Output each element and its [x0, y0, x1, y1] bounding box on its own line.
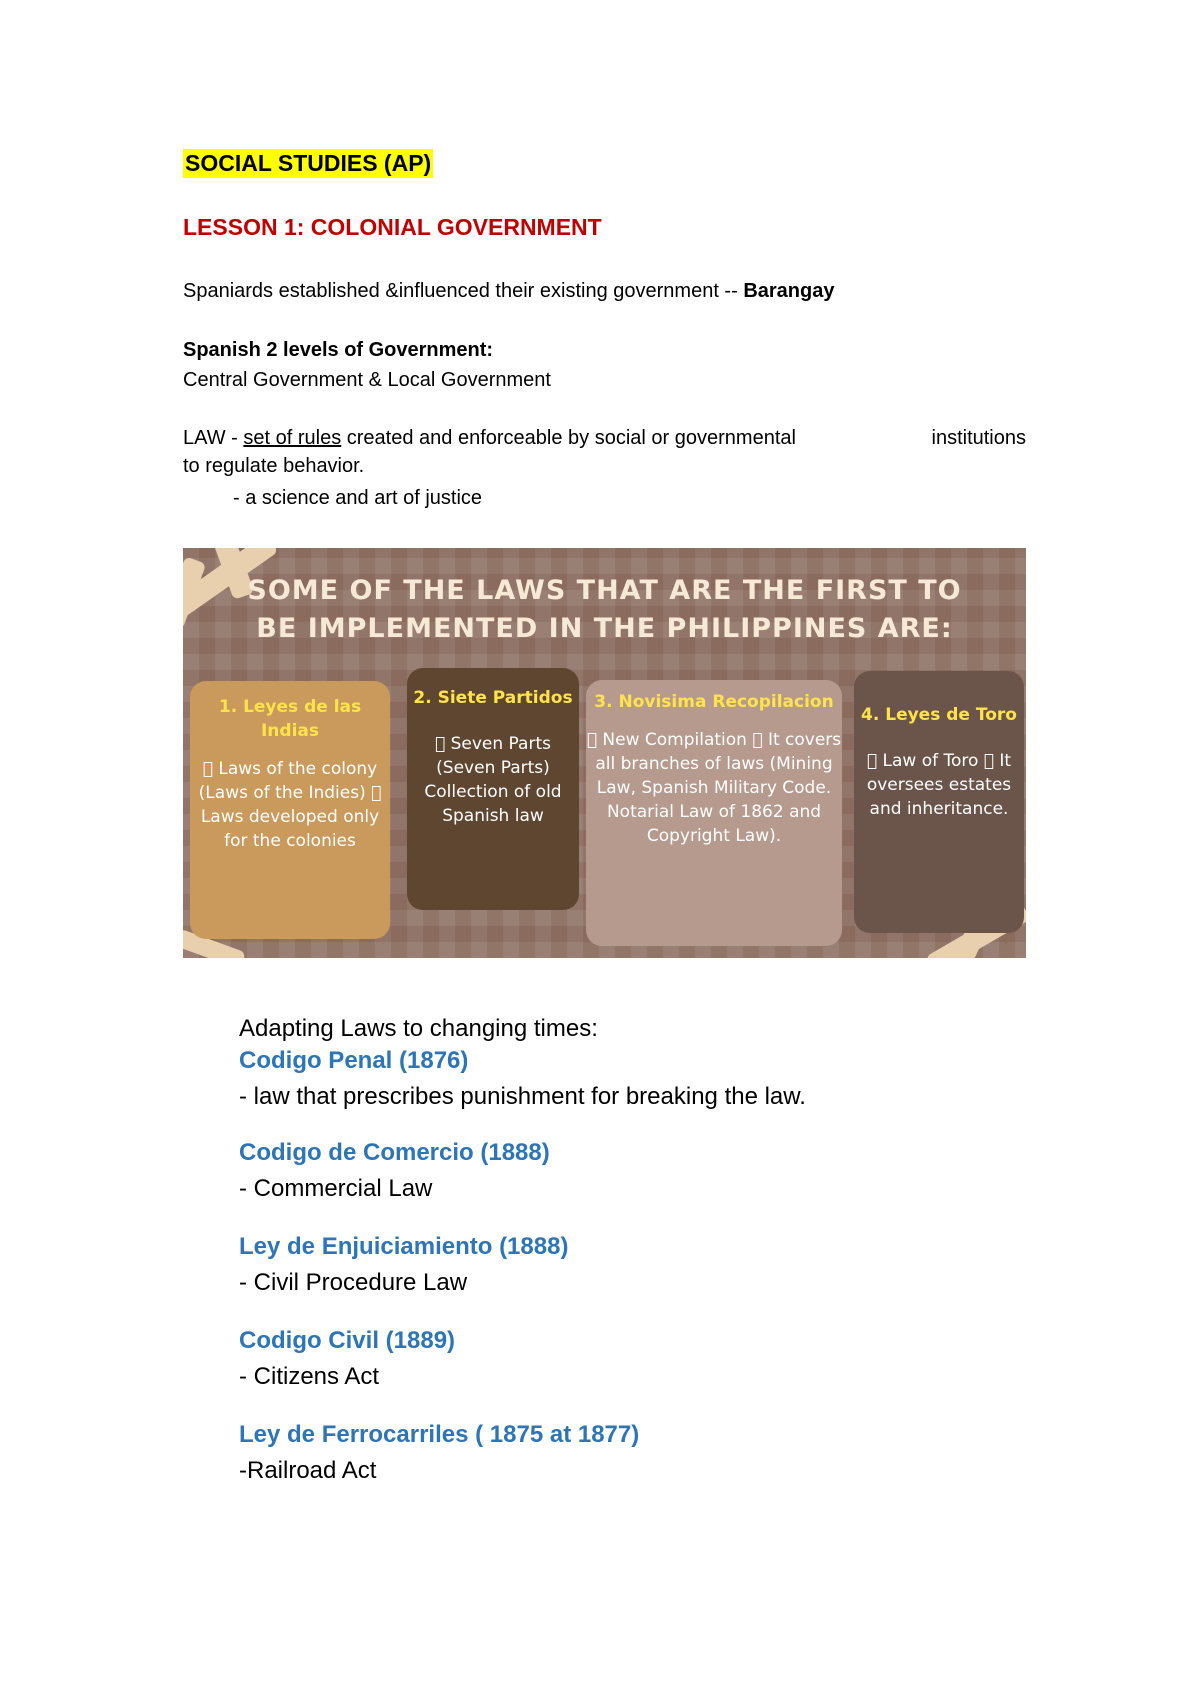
adapting-heading: Adapting Laws to changing times:	[239, 1015, 598, 1042]
law-card-body: Laws of the colony (Laws of the Indies) Laws developed only for the colonies	[200, 759, 380, 851]
law-item-desc: - Commercial Law	[239, 1175, 433, 1202]
law-card-title: 4. Leyes de Toro	[861, 705, 1017, 725]
law-item-desc: - law that prescribes punishment for breaking the law.	[239, 1083, 806, 1110]
law-card-leyes-de-toro	[854, 671, 1024, 933]
intro-text: Spaniards established &influenced their existing government --	[183, 280, 744, 302]
law-item-name: Codigo Civil (1889)	[239, 1327, 456, 1354]
law-card-body: Law of Toro It oversees estates and inheritance.	[866, 751, 1012, 819]
intro-bold-term: Barangay	[743, 280, 835, 302]
law-term: LAW	[183, 427, 226, 449]
law-item-name: Codigo de Comercio (1888)	[239, 1139, 550, 1166]
law-item-name: Ley de Enjuiciamiento (1888)	[239, 1233, 569, 1260]
levels-text: Central Government & Local Government	[183, 369, 551, 391]
subject-heading: SOCIAL STUDIES (AP)	[185, 150, 432, 176]
law-subdefinition: - a science and art of justice	[233, 487, 483, 509]
law-definition-main	[183, 424, 796, 452]
law-last-word: institutions	[931, 427, 1026, 449]
law-card-leyes-de-las-indias	[190, 681, 390, 939]
infographic-title: SOME OF THE LAWS THAT ARE THE FIRST TO BE IMPLEMENTED IN THE PHILIPPINES ARE:	[247, 575, 962, 644]
law-item-name: Ley de Ferrocarriles ( 1875 at 1877)	[239, 1421, 640, 1448]
law-definition-line2: to regulate behavior.	[183, 455, 365, 477]
law-card-title: 1. Leyes de las Indias	[218, 697, 362, 741]
intro-paragraph	[183, 277, 834, 305]
law-definition-line1	[183, 424, 1026, 452]
law-card-title: 2. Siete Partidos	[413, 688, 573, 708]
law-card-title: 3. Novisima Recopilacion	[594, 692, 834, 712]
law-item-desc: - Civil Procedure Law	[239, 1269, 468, 1296]
law-item-name: Codigo Penal (1876)	[239, 1047, 469, 1074]
law-card-novisima-recopilacion	[586, 680, 842, 946]
law-underlined: set of rules	[243, 427, 342, 449]
law-item-desc: - Citizens Act	[239, 1363, 380, 1390]
law-card-body: New Compilation It covers all branches of laws (Mining Law, Spanish Military Code. Notarial Law of 1862 and Copyright Law).	[589, 730, 839, 846]
law-item-desc: -Railroad Act	[239, 1457, 377, 1484]
law-card-body: Seven Parts (Seven Parts) Collection of old Spanish law	[410, 734, 576, 802]
law-dash: -	[225, 427, 244, 449]
law-card-siete-partidos	[407, 668, 579, 910]
law-rest: created and enforceable by social or governmental	[341, 427, 796, 449]
lesson-heading: LESSON 1: COLONIAL GOVERNMENT	[183, 214, 602, 240]
laws-infographic	[183, 548, 1026, 958]
levels-heading: Spanish 2 levels of Government:	[183, 339, 494, 361]
law-definition	[183, 424, 1026, 480]
